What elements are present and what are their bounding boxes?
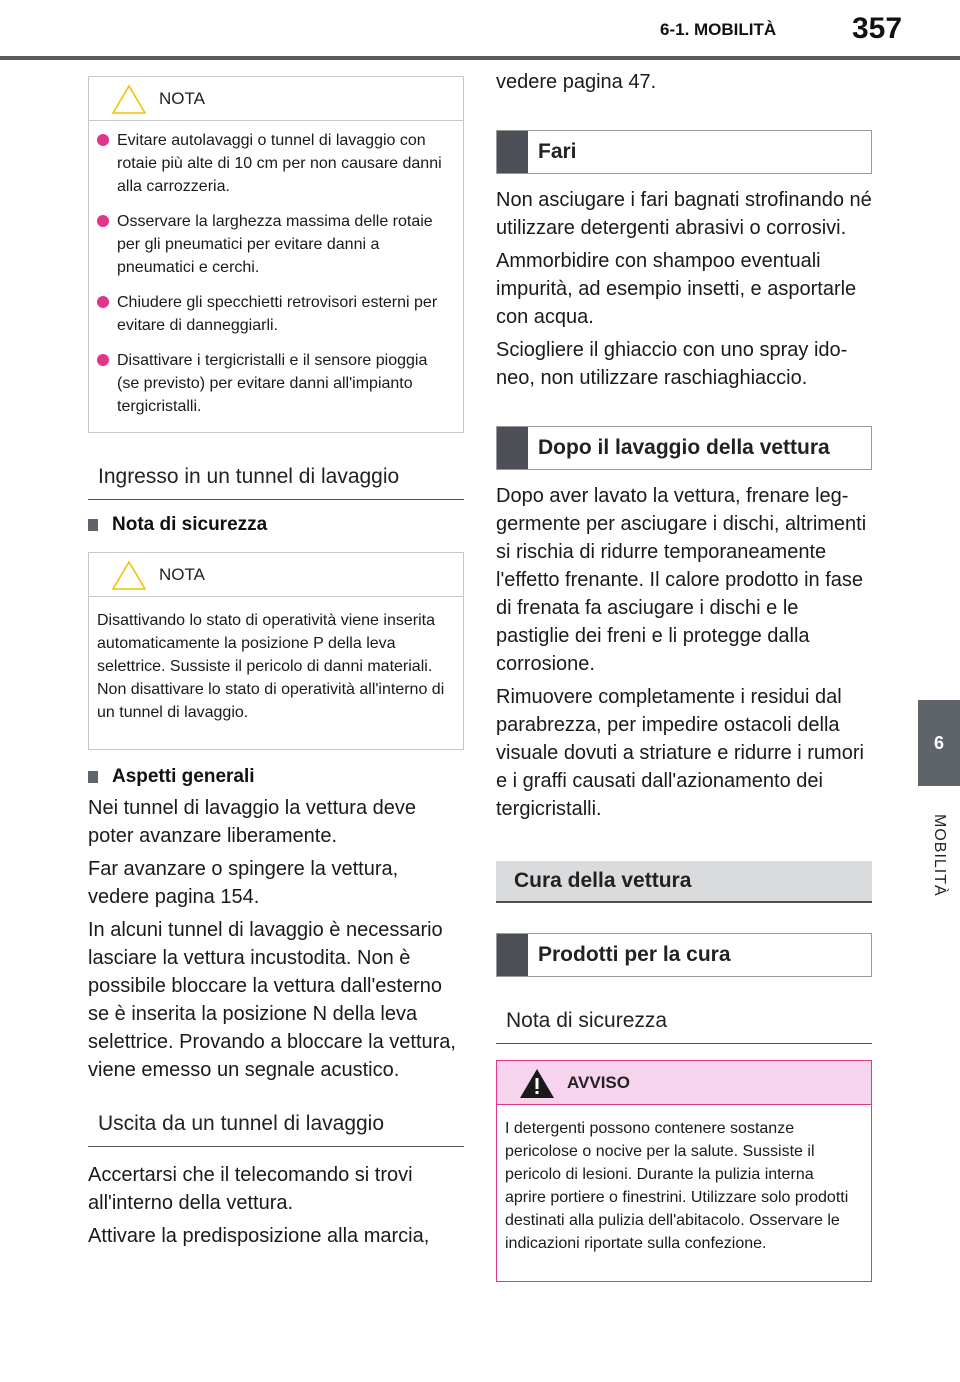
chapter-side-label bbox=[918, 800, 960, 910]
bullet-dot-icon bbox=[97, 296, 109, 308]
section-heading-entry: Ingresso in un tunnel di lavaggio bbox=[88, 465, 464, 500]
chapter-tab[interactable]: 6 bbox=[918, 700, 960, 786]
warning-label: AVVISO bbox=[567, 1073, 630, 1092]
warning-box-body bbox=[497, 1105, 871, 1281]
section-heading-exit: Uscita da un tunnel di lavaggio bbox=[88, 1112, 464, 1147]
warning-exclamation-icon bbox=[519, 1067, 555, 1099]
notice-bullet: Disattivare i tergicristalli e il sensore pioggia (se previsto) per evitare danni all'impianto tergicristalli. bbox=[97, 349, 447, 418]
page-number: 357 bbox=[852, 12, 903, 45]
subheading-general: Aspetti generali bbox=[88, 766, 464, 788]
notice-box-header bbox=[89, 77, 463, 121]
notice-label: NOTA bbox=[159, 565, 205, 584]
chapter-title-vehicle-care: Cura della vettura bbox=[496, 861, 872, 903]
square-bullet-icon bbox=[88, 771, 98, 783]
chapter-side-label-text: MOBILITÀ bbox=[931, 813, 948, 897]
title-box-after-wash: Dopo il lavaggio della vettura bbox=[496, 426, 872, 470]
section-heading-safety: Nota di sicurezza bbox=[496, 1009, 872, 1044]
section-header: 6-1. MOBILITÀ bbox=[660, 20, 777, 39]
notice-box-header bbox=[89, 553, 463, 597]
paragraph: Attivare la predisposizione alla marcia, bbox=[88, 1225, 430, 1247]
paragraph: Dopo aver lavato la vettura, frenare leggermente per asciugare i dischi, altrimenti si rischia di ridurre temporaneamente l'effetto frenante. Il calore prodotto in fase di frenata fa asciugare i dischi e le pastiglie dei freni e li protegge dalla corrosione. bbox=[496, 485, 867, 675]
warning-box-detergents bbox=[496, 1060, 872, 1282]
notice-label: NOTA bbox=[159, 89, 205, 108]
square-bullet-icon bbox=[88, 519, 98, 531]
right-column bbox=[496, 68, 872, 1282]
notice-bullet: Chiudere gli specchietti retrovisori esterni per evitare di danneggiarli. bbox=[97, 291, 447, 337]
title-box-headlights: Fari bbox=[496, 130, 872, 174]
warning-triangle-icon bbox=[111, 83, 147, 115]
warning-box-header bbox=[497, 1061, 871, 1105]
title-box-care-products: Prodotti per la cura bbox=[496, 933, 872, 977]
notice-box-car-wash bbox=[88, 76, 464, 433]
bullet-dot-icon bbox=[97, 134, 109, 146]
paragraph: Accertarsi che il telecomando si trovi all'interno della vettura. bbox=[88, 1164, 413, 1214]
notice-bullet: Osservare la larghezza massima delle rotaie per gli pneumatici per evitare danni a pneumatici e cerchi. bbox=[97, 210, 447, 279]
paragraph: Far avanzare o spingere la vettura, vedere pagina 154. bbox=[88, 858, 399, 908]
notice-bullet: Evitare autolavaggi o tunnel di lavaggio con rotaie più alte di 10 cm per non causare danni alla carrozzeria. bbox=[97, 129, 447, 198]
paragraph: In alcuni tunnel di lavaggio è necessario lasciare la vettura incustodita. Non è possibile bloccare la vettura dall'esterno se è inserita la posizione N della leva selettrice. Provando a bloccare la vettura, viene emesso un segnale acustico. bbox=[88, 919, 456, 1081]
paragraph: vedere pagina 47. bbox=[496, 71, 657, 93]
header-divider bbox=[0, 56, 960, 60]
bullet-dot-icon bbox=[97, 354, 109, 366]
paragraph: Non asciugare i fari bagnati strofinando né utilizzare detergenti abrasivi o corrosivi. bbox=[496, 189, 872, 239]
warning-text: I detergenti possono contenere sostanze pericolose o nocive per la salute. Sussiste il pericolo di lesioni. Durante la pulizia interna aprire portiere o finestrini. Utilizzare solo prodotti destinati alla pulizia dell'abitacolo. Osservare le indicazioni riportate sulla confezione. bbox=[505, 1120, 849, 1252]
bullet-dot-icon bbox=[97, 215, 109, 227]
notice-box-body bbox=[89, 121, 463, 428]
warning-triangle-icon bbox=[111, 559, 147, 591]
subheading-safety: Nota di sicurezza bbox=[88, 514, 464, 536]
paragraph: Sciogliere il ghiaccio con uno spray idoneo, non utilizzare raschiaghiaccio. bbox=[496, 339, 848, 389]
paragraph: Rimuovere completamente i residui dal parabrezza, per impedire ostacoli della visuale dovuti a striature e ridurre i rumori e i graffi causati dall'azionamento dei tergicristalli. bbox=[496, 686, 864, 820]
notice-text: Disattivando lo stato di operatività viene inserita automaticamente la posizione P della leva selettrice. Sussiste il pericolo di danni materiali. Non disattivare lo stato di operatività all'interno di un tunnel di lavaggio. bbox=[97, 612, 445, 721]
paragraph: Nei tunnel di lavaggio la vettura deve poter avanzare liberamente. bbox=[88, 797, 416, 847]
paragraph: Ammorbidire con shampoo eventuali impurità, ad esempio insetti, e asportarle con acqua. bbox=[496, 250, 857, 328]
left-column bbox=[88, 76, 464, 1250]
title-bar-marker bbox=[497, 934, 528, 976]
title-bar-marker bbox=[497, 427, 528, 469]
title-bar-marker bbox=[497, 131, 528, 173]
notice-box-body bbox=[89, 597, 463, 734]
notice-box-operating-state bbox=[88, 552, 464, 750]
